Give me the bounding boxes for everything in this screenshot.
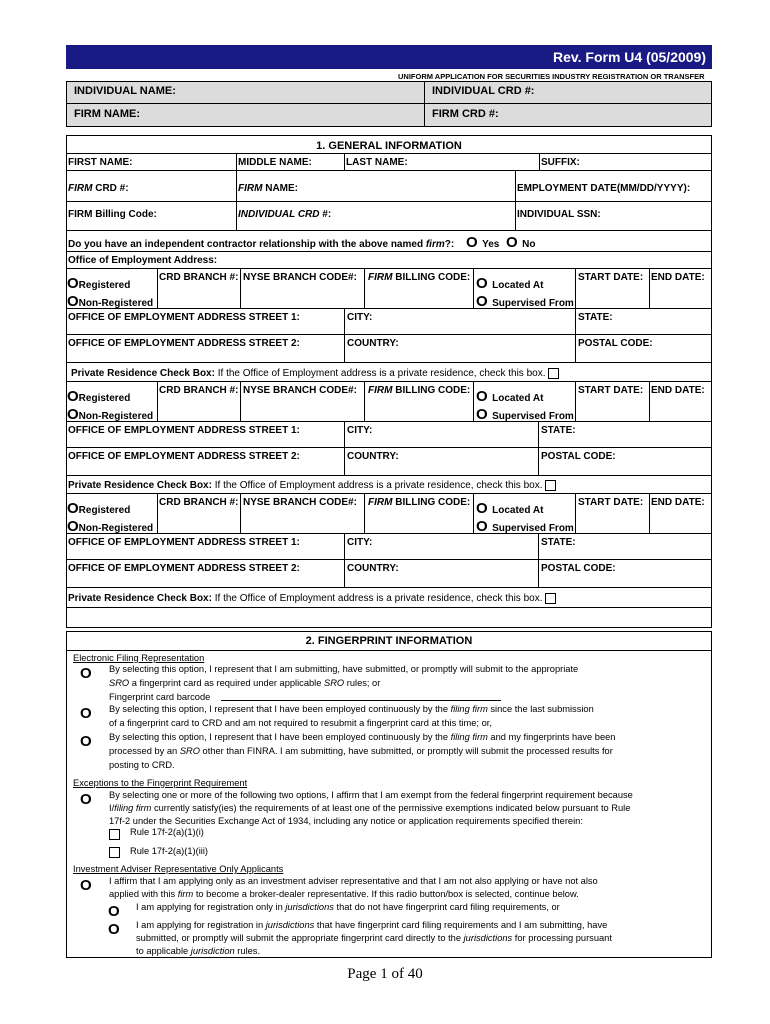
fp-option3-line1: By selecting this option, I represent that I have been employed continuously by the filing firm and my fingerprints have been <box>109 732 616 742</box>
office3-postal-code-label: POSTAL CODE: <box>541 563 616 574</box>
rule-17f2-a1i-checkbox[interactable] <box>109 829 120 840</box>
page-number: Page 1 of 40 <box>347 966 423 982</box>
office2-firm-billing-label: FIRM BILLING CODE: <box>368 385 471 396</box>
office3-supervised-from-radio[interactable]: O Supervised From <box>476 518 574 535</box>
office3-street2-label: OFFICE OF EMPLOYMENT ADDRESS STREET 2: <box>68 563 300 574</box>
iar-option2-radio[interactable]: O <box>108 921 120 938</box>
office1-firm-billing-label: FIRM BILLING CODE: <box>368 272 471 283</box>
office1-end-date-label: END DATE: <box>651 272 705 283</box>
exception-line2: I/filing firm currently satisfy(ies) the requirements of at least one of the permissive exemptions indicated below pursuant to Rule <box>109 803 631 813</box>
rule-17f2-a1iii-checkbox[interactable] <box>109 847 120 858</box>
fp-option2-radio[interactable]: O <box>80 705 92 722</box>
form-title: Rev. Form U4 (05/2009) <box>552 49 706 65</box>
office1-start-date-label: START DATE: <box>578 272 644 283</box>
office2-postal-code-label: POSTAL CODE: <box>541 451 616 462</box>
firm-name-label: FIRM NAME: <box>74 108 140 120</box>
office2-located-at-radio[interactable]: O Located At <box>476 388 544 405</box>
last-name-label: LAST NAME: <box>346 157 408 168</box>
office2-city-label: CITY: <box>347 425 373 436</box>
exception-line3: 17f-2 under the Securities Exchange Act of 1934, including any notice or application requirements specified therein: <box>109 816 583 826</box>
office1-supervised-from-radio[interactable]: O Supervised From <box>476 293 574 310</box>
exceptions-heading: Exceptions to the Fingerprint Requirement <box>73 778 248 788</box>
iar-line1: I affirm that I am applying only as an investment adviser representative and that I am not also applying or have not also <box>109 876 598 886</box>
office1-state-label: STATE: <box>578 312 613 323</box>
rule-17f2-a1iii-label: Rule 17f-2(a)(1)(iii) <box>130 846 209 856</box>
contractor-question: Do you have an independent contractor relationship with the above named firm?: <box>68 239 455 250</box>
firm-crd-field-label: FIRM CRD #: <box>68 183 129 194</box>
iar-option2-line1: I am applying for registration in jurisdictions that have fingerprint card filing requirements and I am submitting, have <box>136 920 608 930</box>
office1-postal-code-label: POSTAL CODE: <box>578 338 653 349</box>
fp-option3-line2: processed by an SRO other than FINRA. I am submitting, have submitted, or promptly will submit the processed results for <box>109 746 613 756</box>
individual-crd-field-label: INDIVIDUAL CRD #: <box>238 209 332 220</box>
office2-street1-label: OFFICE OF EMPLOYMENT ADDRESS STREET 1: <box>68 425 300 436</box>
office1-crd-branch-label: CRD BRANCH #: <box>159 272 239 283</box>
electronic-filing-heading: Electronic Filing Representation <box>73 653 205 663</box>
office3-firm-billing-label: FIRM BILLING CODE: <box>368 497 471 508</box>
iar-line2: applied with this firm to become a broker-dealer representative. If this radio button/box is selected, continue below. <box>109 889 579 899</box>
fp-option3-line3: posting to CRD. <box>109 760 175 770</box>
office-of-employment-label: Office of Employment Address: <box>68 255 218 266</box>
office3-end-date-label: END DATE: <box>651 497 705 508</box>
iar-option1-text: I am applying for registration only in jurisdictions that do not have fingerprint card filing requirements, or <box>136 902 560 912</box>
fp-option3-radio[interactable]: O <box>80 733 92 750</box>
office2-private-residence-checkbox[interactable] <box>545 480 556 491</box>
iar-option2-line2: submitted, or promptly will submit the appropriate fingerprint card directly to the jurisdictions for processing pursuant <box>136 933 612 943</box>
office3-registered-radio[interactable]: ORegistered <box>67 500 131 517</box>
office3-state-label: STATE: <box>541 537 576 548</box>
firm-name-field-label: FIRM NAME: <box>238 183 299 194</box>
fingerprint-barcode-label: Fingerprint card barcode <box>109 692 211 702</box>
office2-end-date-label: END DATE: <box>651 385 705 396</box>
office3-private-residence-checkbox[interactable] <box>545 593 556 604</box>
office1-country-label: COUNTRY: <box>347 338 399 349</box>
iar-only-radio[interactable]: O <box>80 877 92 894</box>
section2-title: 2. FINGERPRINT INFORMATION <box>305 635 473 647</box>
iar-heading: Investment Adviser Representative Only Applicants <box>73 864 284 874</box>
contractor-no-radio[interactable]: O No <box>506 234 536 251</box>
exception-line1: By selecting one or more of the following two options, I affirm that I am exempt from the federal fingerprint requirement because <box>109 790 633 800</box>
individual-ssn-label: INDIVIDUAL SSN: <box>517 209 601 220</box>
form-title-bar <box>66 45 712 69</box>
fp-option2-line1: By selecting this option, I represent that I have been employed continuously by the filing firm since the last submission <box>109 704 594 714</box>
office2-registered-radio[interactable]: ORegistered <box>67 388 131 405</box>
office2-non-registered-radio[interactable]: ONon-Registered <box>67 406 154 423</box>
office3-private-residence: Private Residence Check Box: If the Office of Employment address is a private residence, check this box. <box>68 593 556 604</box>
suffix-label: SUFFIX: <box>541 157 580 168</box>
office3-country-label: COUNTRY: <box>347 563 399 574</box>
office1-private-residence: Private Residence Check Box: If the Office of Employment address is a private residence, check this box. <box>71 368 559 379</box>
office2-crd-branch-label: CRD BRANCH #: <box>159 385 239 396</box>
office1-street1-label: OFFICE OF EMPLOYMENT ADDRESS STREET 1: <box>68 312 300 323</box>
employment-date-label: EMPLOYMENT DATE(MM/DD/YYYY): <box>517 183 691 194</box>
office3-street1-label: OFFICE OF EMPLOYMENT ADDRESS STREET 1: <box>68 537 300 548</box>
iar-option1-radio[interactable]: O <box>108 903 120 920</box>
office1-nyse-branch-label: NYSE BRANCH CODE#: <box>243 272 357 283</box>
office1-private-residence-checkbox[interactable] <box>548 368 559 379</box>
office3-city-label: CITY: <box>347 537 373 548</box>
office2-private-residence: Private Residence Check Box: If the Office of Employment address is a private residence, check this box. <box>68 480 556 491</box>
rule-17f2-a1i-label: Rule 17f-2(a)(1)(i) <box>130 827 204 837</box>
office2-start-date-label: START DATE: <box>578 385 644 396</box>
office3-crd-branch-label: CRD BRANCH #: <box>159 497 239 508</box>
office1-located-at-radio[interactable]: O Located At <box>476 275 544 292</box>
section1-title: 1. GENERAL INFORMATION <box>316 140 462 152</box>
office2-nyse-branch-label: NYSE BRANCH CODE#: <box>243 385 357 396</box>
fp-option1-radio[interactable]: O <box>80 665 92 682</box>
office2-state-label: STATE: <box>541 425 576 436</box>
individual-crd-label: INDIVIDUAL CRD #: <box>432 85 535 97</box>
individual-name-label: INDIVIDUAL NAME: <box>74 85 176 97</box>
iar-option2-line3: to applicable jurisdiction rules. <box>136 946 261 956</box>
office3-non-registered-radio[interactable]: ONon-Registered <box>67 518 154 535</box>
office3-nyse-branch-label: NYSE BRANCH CODE#: <box>243 497 357 508</box>
firm-billing-code-label: FIRM Billing Code: <box>68 209 157 220</box>
office3-start-date-label: START DATE: <box>578 497 644 508</box>
office1-city-label: CITY: <box>347 312 373 323</box>
middle-name-label: MIDDLE NAME: <box>238 157 312 168</box>
form-subtitle: UNIFORM APPLICATION FOR SECURITIES INDUSTRY REGISTRATION OR TRANSFER <box>398 72 705 81</box>
office1-registered-radio[interactable]: ORegistered <box>67 275 131 292</box>
fp-option1-line1: By selecting this option, I represent that I am submitting, have submitted, or promptly will submit to the appropriate <box>109 664 579 674</box>
contractor-yes-radio[interactable]: O Yes <box>466 234 500 251</box>
firm-crd-label: FIRM CRD #: <box>432 108 499 120</box>
first-name-label: FIRST NAME: <box>68 157 133 168</box>
office1-non-registered-radio[interactable]: ONon-Registered <box>67 293 154 310</box>
office3-located-at-radio[interactable]: O Located At <box>476 500 544 517</box>
fp-option2-line2: of a fingerprint card to CRD and am not required to resubmit a fingerprint card at this time; or, <box>109 718 492 728</box>
office2-supervised-from-radio[interactable]: O Supervised From <box>476 406 574 423</box>
fp-option1-line2: SRO a fingerprint card as required under applicable SRO rules; or <box>109 678 381 688</box>
fp-exception-radio[interactable]: O <box>80 791 92 808</box>
office2-street2-label: OFFICE OF EMPLOYMENT ADDRESS STREET 2: <box>68 451 300 462</box>
office2-country-label: COUNTRY: <box>347 451 399 462</box>
fingerprint-barcode-input[interactable] <box>221 700 501 701</box>
office1-street2-label: OFFICE OF EMPLOYMENT ADDRESS STREET 2: <box>68 338 300 349</box>
